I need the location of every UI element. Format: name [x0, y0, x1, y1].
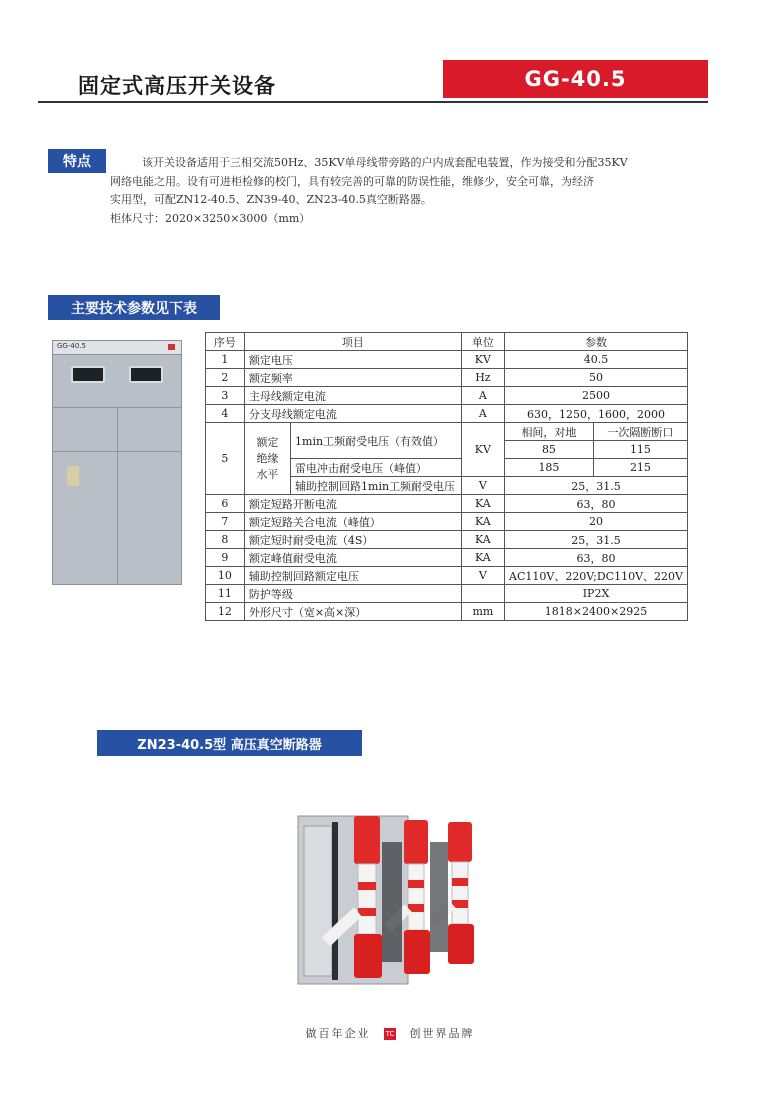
cabinet-warning-mark [168, 344, 175, 350]
row-unit: KV [461, 351, 504, 369]
row-value: IP2X [505, 585, 688, 603]
table-row [206, 405, 688, 423]
row-value: 40.5 [505, 351, 688, 369]
header-no: 序号 [206, 333, 245, 351]
row-unit: KA [461, 531, 504, 549]
row-item: 额定频率 [244, 369, 461, 387]
table-row [206, 585, 688, 603]
row-value: 63，80 [505, 549, 688, 567]
row-unit: Hz [461, 369, 504, 387]
table-row [206, 549, 688, 567]
table-row [206, 351, 688, 369]
features-line: 网络电能之用。设有可进柜检修的校门，具有较完善的可靠的防误性能，维修少，安全可靠，为经济 [110, 174, 594, 188]
insulation-sub3: 辅助控制回路1min工频耐受电压 [291, 477, 462, 495]
row-item: 额定短路开断电流 [244, 495, 461, 513]
row-no: 5 [206, 423, 245, 495]
row-unit: KA [461, 513, 504, 531]
params-label: 主要技术参数见下表 [48, 295, 220, 320]
breaker-rail [332, 822, 338, 980]
insulation-sub1-a: 85 [505, 441, 594, 459]
row-no: 2 [206, 369, 245, 387]
insulation-sub2-a: 185 [505, 459, 594, 477]
row-item: 额定峰值耐受电流 [244, 549, 461, 567]
cabinet-photo [52, 340, 182, 585]
footer-slogan-left: 做百年企业 [305, 1027, 371, 1040]
model-banner: GG-40.5 [443, 60, 708, 98]
row-no: 3 [206, 387, 245, 405]
insulation-sub2-b: 215 [593, 459, 687, 477]
table-header-row [206, 333, 688, 351]
footer-slogan [0, 1025, 780, 1041]
header-divider [38, 101, 708, 103]
row-unit: A [461, 387, 504, 405]
table-row [206, 567, 688, 585]
row-unit: A [461, 405, 504, 423]
insulation-group-label: 额定 绝缘 水平 [244, 423, 290, 495]
cabinet-seam [117, 407, 118, 584]
row-no: 7 [206, 513, 245, 531]
breaker-linkage [430, 842, 448, 952]
row-no: 4 [206, 405, 245, 423]
row-unit: KA [461, 495, 504, 513]
row-item: 额定短时耐受电流（4S） [244, 531, 461, 549]
row-value: 25，31.5 [505, 531, 688, 549]
insulation-sub1: 1min工频耐受电压（有效值） [291, 423, 462, 459]
cabinet-seam [53, 451, 117, 452]
row-no: 12 [206, 603, 245, 621]
row-no: 6 [206, 495, 245, 513]
footer-slogan-right: 创世界品牌 [409, 1027, 475, 1040]
row-item: 额定电压 [244, 351, 461, 369]
row-value: 630，1250，1600，2000 [505, 405, 688, 423]
cabinet-window [71, 366, 105, 383]
table-row [206, 531, 688, 549]
row-value: 50 [505, 369, 688, 387]
cabinet-window [129, 366, 163, 383]
row-item: 辅助控制回路额定电压 [244, 567, 461, 585]
breaker-label: ZN23-40.5型 高压真空断路器 [97, 730, 362, 756]
row-item: 主母线额定电流 [244, 387, 461, 405]
insulation-sub3-value: 25，31.5 [505, 477, 688, 495]
company-logo-icon: TC [385, 1030, 395, 1038]
breaker-linkage [382, 842, 402, 962]
header-item: 项目 [244, 333, 461, 351]
insulation-sub1-b: 115 [593, 441, 687, 459]
features-line: 实用型，可配ZN12-40.5、ZN39-40、ZN23-40.5真空断路器。 [110, 193, 432, 206]
features-line: 该开关设备适用于三相交流50Hz、35KV单母线带旁路的户内成套配电装置，作为接受和分配35KV [142, 156, 628, 169]
insulation-unit-kv: KV [461, 423, 504, 477]
table-row [206, 369, 688, 387]
row-unit: V [461, 567, 504, 585]
row-item: 防护等级 [244, 585, 461, 603]
row-unit [461, 585, 504, 603]
cabinet-label-plate [67, 466, 79, 486]
vacuum-breaker-photo [292, 812, 492, 988]
row-item: 额定短路关合电流（峰值） [244, 513, 461, 531]
row-value: AC110V、220V;DC110V、220V [505, 567, 688, 585]
cabinet-plate-text: GG-40.5 [57, 342, 86, 350]
table-row [206, 513, 688, 531]
page-title: 固定式高压开关设备 [78, 74, 276, 98]
breaker-side-panel [304, 826, 332, 976]
row-no: 1 [206, 351, 245, 369]
cabinet-nameplate [53, 341, 181, 355]
insulation-col-b: 一次隔断断口 [593, 423, 687, 441]
row-unit: KA [461, 549, 504, 567]
row-no: 11 [206, 585, 245, 603]
row-value: 1818×2400×2925 [505, 603, 688, 621]
insulation-unit-v: V [461, 477, 504, 495]
table-row [206, 603, 688, 621]
features-text [110, 154, 670, 228]
row-value: 20 [505, 513, 688, 531]
cabinet-size-line: 柜体尺寸：2020×3250×3000（mm） [110, 211, 311, 225]
features-label: 特点 [48, 149, 106, 173]
insulation-col-a: 相间，对地 [505, 423, 594, 441]
row-item: 分支母线额定电流 [244, 405, 461, 423]
insulation-sub2: 雷电冲击耐受电压（峰值） [291, 459, 462, 477]
row-no: 10 [206, 567, 245, 585]
parameters-table [205, 332, 688, 621]
cabinet-seam [117, 451, 181, 452]
table-row [206, 495, 688, 513]
row-value: 2500 [505, 387, 688, 405]
row-value: 63，80 [505, 495, 688, 513]
row-item: 外形尺寸（宽×高×深） [244, 603, 461, 621]
row-unit: mm [461, 603, 504, 621]
table-row [206, 387, 688, 405]
row-no: 9 [206, 549, 245, 567]
row-no: 8 [206, 531, 245, 549]
header-unit: 单位 [461, 333, 504, 351]
table-row-insulation [206, 423, 688, 441]
header-value: 参数 [505, 333, 688, 351]
